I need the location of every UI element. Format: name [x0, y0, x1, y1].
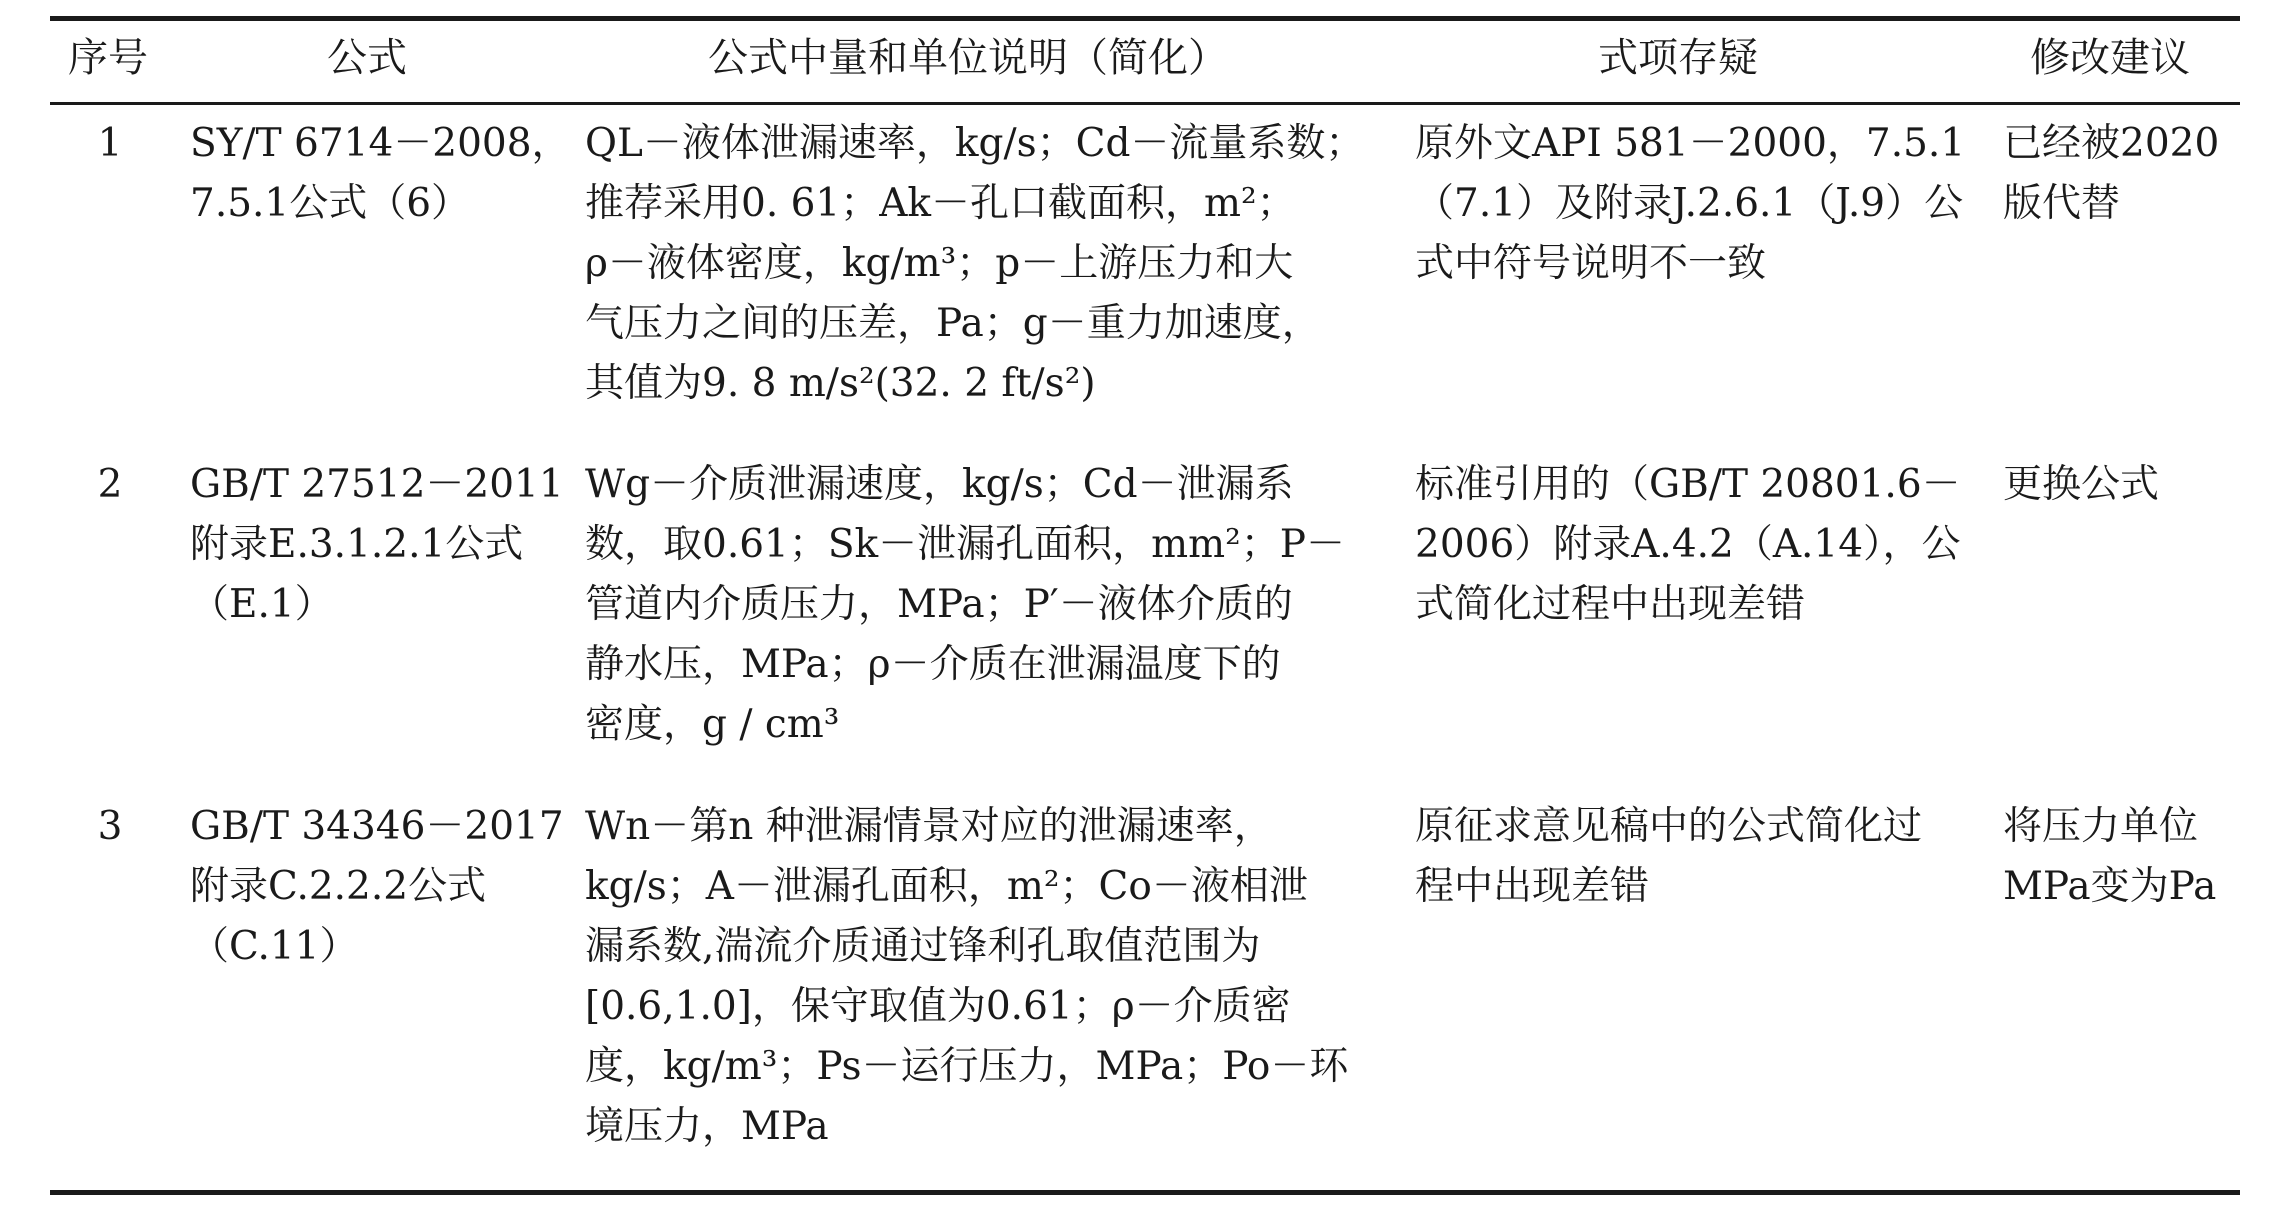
table-bottom-rule	[50, 1190, 2240, 1195]
desc-line: kg/s；A－泄漏孔面积，m²；Co－液相泄	[585, 864, 1308, 909]
formula-line: SY/T 6714－2008，	[190, 121, 571, 166]
desc-line: 推荐采用0. 61；Ak－孔口截面积，m²；	[585, 181, 1296, 226]
row-issue	[1415, 114, 1965, 294]
desc-line: 境压力，MPa	[585, 1104, 829, 1149]
header-num: 序号	[68, 35, 148, 81]
formula-line: 7.5.1公式（6）	[190, 181, 471, 226]
row-suggestion	[2003, 797, 2216, 917]
table-header-rule	[50, 102, 2240, 105]
desc-line: 气压力之间的压差，Pa；g－重力加速度，	[585, 301, 1321, 346]
suggestion-line: 将压力单位	[2003, 804, 2199, 849]
row-num: 3	[97, 804, 123, 849]
formula-line: （C.11）	[190, 924, 359, 969]
desc-line: 度，kg/m³；Ps－运行压力，MPa；Po－环	[585, 1044, 1349, 1089]
row-desc	[585, 455, 1345, 755]
suggestion-line: MPa变为Pa	[2003, 864, 2217, 909]
issue-line: 式简化过程中出现差错	[1415, 582, 1806, 627]
row-desc	[585, 797, 1348, 1157]
desc-line: 密度，g / cm³	[585, 702, 840, 747]
formula-line: GB/T 34346－2017	[190, 804, 564, 849]
desc-line: Wn－第n 种泄漏情景对应的泄漏速率，	[585, 804, 1273, 849]
desc-line: Wg－介质泄漏速度，kg/s；Cd－泄漏系	[585, 462, 1294, 507]
row-formula	[190, 455, 564, 635]
formula-line: GB/T 27512－2011	[190, 462, 564, 507]
desc-line: ρ－液体密度，kg/m³；p－上游压力和大	[585, 241, 1294, 286]
issue-line: 标准引用的（GB/T 20801.6－	[1415, 462, 1961, 507]
row-num: 2	[97, 462, 123, 507]
issue-line: 2006）附录A.4.2（A.14），公	[1415, 522, 1961, 567]
row-formula	[190, 797, 564, 977]
suggestion-line: 版代替	[2003, 181, 2121, 226]
desc-line: QL－液体泄漏速率，kg/s；Cd－流量系数；	[585, 121, 1365, 166]
row-num: 1	[97, 121, 123, 166]
desc-line: 其值为9. 8 m/s²(32. 2 ft/s²)	[585, 361, 1096, 406]
row-issue	[1415, 797, 1922, 917]
header-issue: 式项存疑	[1598, 35, 1758, 81]
row-suggestion	[2003, 114, 2219, 234]
formula-line: 附录E.3.1.2.1公式	[190, 522, 524, 567]
issue-line: 程中出现差错	[1415, 864, 1650, 909]
desc-line: 管道内介质压力，MPa；P′－液体介质的	[585, 582, 1293, 627]
issue-line: 原征求意见稿中的公式简化过	[1415, 804, 1923, 849]
header-desc: 公式中量和单位说明（简化）	[708, 35, 1228, 81]
header-suggestion: 修改建议	[2030, 35, 2190, 81]
desc-line: [0.6,1.0]，保守取值为0.61；ρ－介质密	[585, 984, 1291, 1029]
issue-line: 式中符号说明不一致	[1415, 241, 1767, 286]
formula-line: 附录C.2.2.2公式	[190, 864, 487, 909]
row-suggestion	[2003, 455, 2159, 515]
issue-line: 原外文API 581－2000，7.5.1	[1415, 121, 1966, 166]
formula-line: （E.1）	[190, 582, 334, 627]
row-issue	[1415, 455, 1961, 635]
desc-line: 数，取0.61；Sk－泄漏孔面积，mm²；P－	[585, 522, 1346, 567]
table-top-rule	[50, 16, 2240, 21]
row-formula	[190, 114, 571, 234]
row-desc	[585, 114, 1364, 414]
header-formula: 公式	[327, 35, 407, 81]
suggestion-line: 更换公式	[2003, 462, 2160, 507]
suggestion-line: 已经被2020	[2003, 121, 2220, 166]
issue-line: （7.1）及附录J.2.6.1（J.9）公	[1415, 181, 1964, 226]
desc-line: 静水压，MPa；ρ－介质在泄漏温度下的	[585, 642, 1281, 687]
desc-line: 漏系数,湍流介质通过锋利孔取值范围为	[585, 924, 1261, 969]
